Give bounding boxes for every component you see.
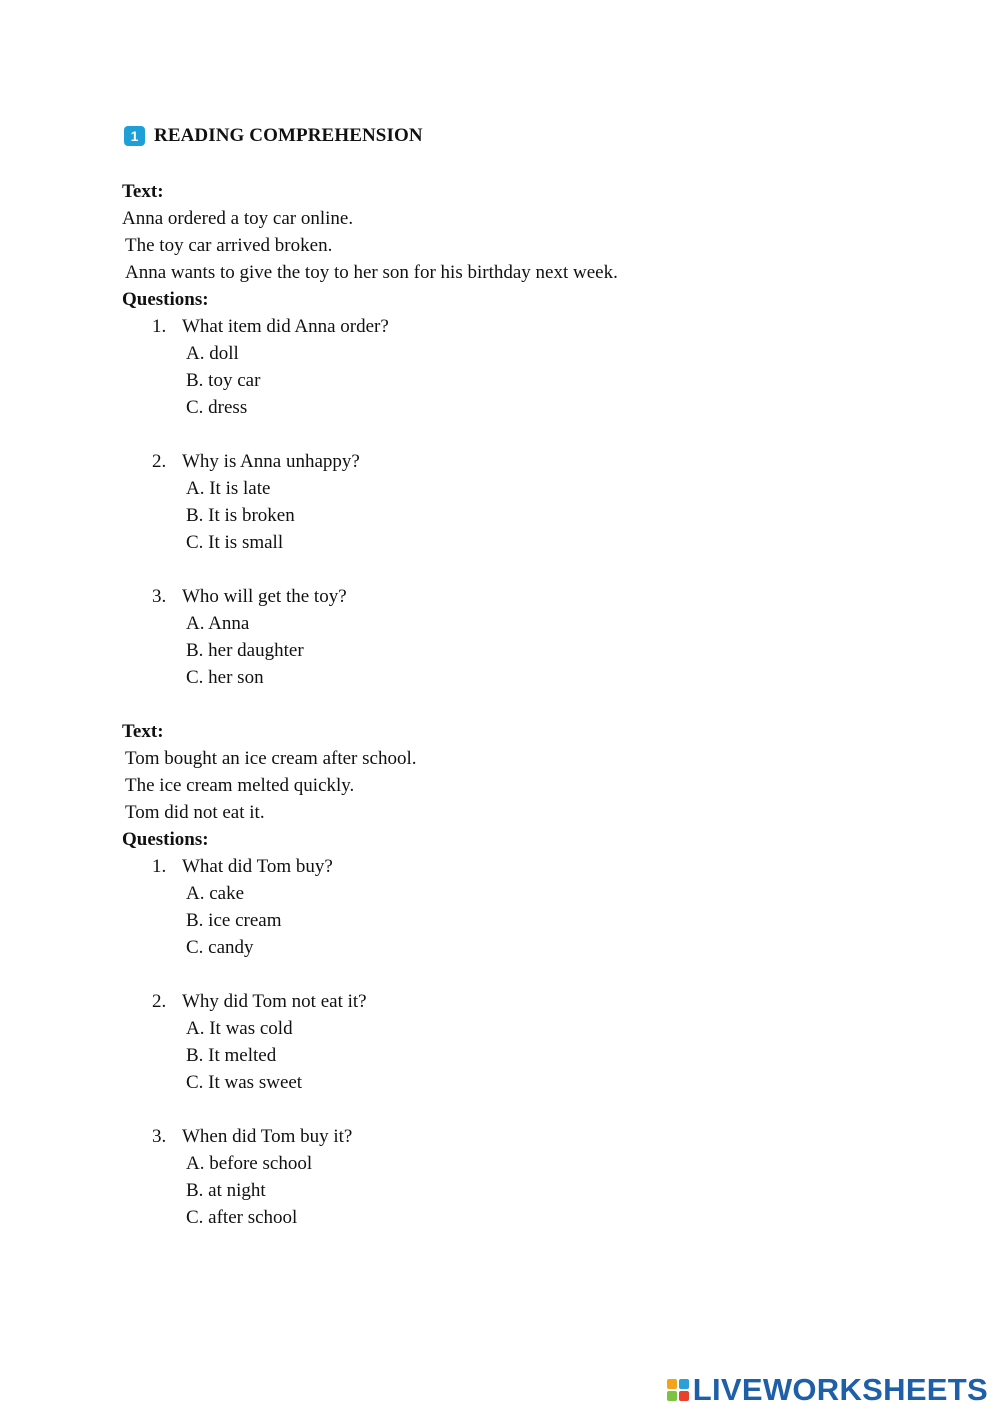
- answer-option[interactable]: B. at night: [186, 1180, 266, 1201]
- question: [122, 988, 942, 1015]
- answer-option[interactable]: C. dress: [186, 397, 248, 418]
- question: [122, 1123, 942, 1150]
- section-header: [124, 124, 423, 148]
- passage-line: Tom bought an ice cream after school.: [125, 748, 417, 769]
- answer-option[interactable]: C. It was sweet: [186, 1072, 303, 1093]
- answer-option[interactable]: B. ice cream: [186, 910, 282, 931]
- question-text: Who will get the toy?: [182, 586, 347, 607]
- spacer: [122, 421, 942, 448]
- spacer: [122, 1096, 942, 1123]
- spacer: [122, 556, 942, 583]
- questions-label: Questions:: [122, 829, 209, 850]
- liveworksheets-logo-icon: [667, 1379, 689, 1401]
- answer-option[interactable]: A. doll: [186, 343, 239, 364]
- questions-label: Questions:: [122, 289, 209, 310]
- question-text: When did Tom buy it?: [182, 1126, 353, 1147]
- spacer: [122, 961, 942, 988]
- text-label: Text:: [122, 181, 164, 202]
- question-text: What item did Anna order?: [182, 316, 389, 337]
- answer-option[interactable]: B. toy car: [186, 370, 261, 391]
- question: [122, 448, 942, 475]
- answer-option[interactable]: B. her daughter: [186, 640, 304, 661]
- answer-option[interactable]: A. It is late: [186, 478, 271, 499]
- section-title: READING COMPREHENSION: [154, 125, 423, 146]
- question: [122, 853, 942, 880]
- question-text: Why is Anna unhappy?: [182, 451, 360, 472]
- liveworksheets-brand: [667, 1372, 988, 1408]
- brand-name: LIVEWORKSHEETS: [692, 1372, 988, 1407]
- answer-option[interactable]: A. cake: [186, 883, 245, 904]
- passage-line: Anna wants to give the toy to her son for his birthday next week.: [125, 262, 618, 283]
- worksheet-content: [122, 178, 942, 1231]
- answer-option[interactable]: C. It is small: [186, 532, 284, 553]
- spacer: [122, 691, 942, 718]
- passage-line: Tom did not eat it.: [125, 802, 265, 823]
- passage-line: The toy car arrived broken.: [125, 235, 333, 256]
- question-number: 1.: [152, 316, 167, 337]
- text-label: Text:: [122, 721, 164, 742]
- question-number: 2.: [152, 991, 167, 1012]
- answer-option[interactable]: C. candy: [186, 937, 254, 958]
- answer-option[interactable]: C. after school: [186, 1207, 298, 1228]
- answer-option[interactable]: A. before school: [186, 1153, 313, 1174]
- question-number: 3.: [152, 586, 167, 607]
- section-number-badge: 1: [124, 126, 145, 146]
- answer-option[interactable]: A. Anna: [186, 613, 250, 634]
- answer-option[interactable]: B. It is broken: [186, 505, 295, 526]
- answer-option[interactable]: A. It was cold: [186, 1018, 293, 1039]
- question-text: What did Tom buy?: [182, 856, 333, 877]
- logo-square: [679, 1379, 689, 1389]
- logo-square: [667, 1379, 677, 1389]
- question: [122, 313, 942, 340]
- answer-option[interactable]: C. her son: [186, 667, 264, 688]
- passage-line: Anna ordered a toy car online.: [122, 208, 354, 229]
- answer-option[interactable]: B. It melted: [186, 1045, 277, 1066]
- logo-square: [679, 1391, 689, 1401]
- question: [122, 583, 942, 610]
- passage-line: The ice cream melted quickly.: [125, 775, 355, 796]
- question-number: 2.: [152, 451, 167, 472]
- question-number: 1.: [152, 856, 167, 877]
- logo-square: [667, 1391, 677, 1401]
- question-number: 3.: [152, 1126, 167, 1147]
- question-text: Why did Tom not eat it?: [182, 991, 367, 1012]
